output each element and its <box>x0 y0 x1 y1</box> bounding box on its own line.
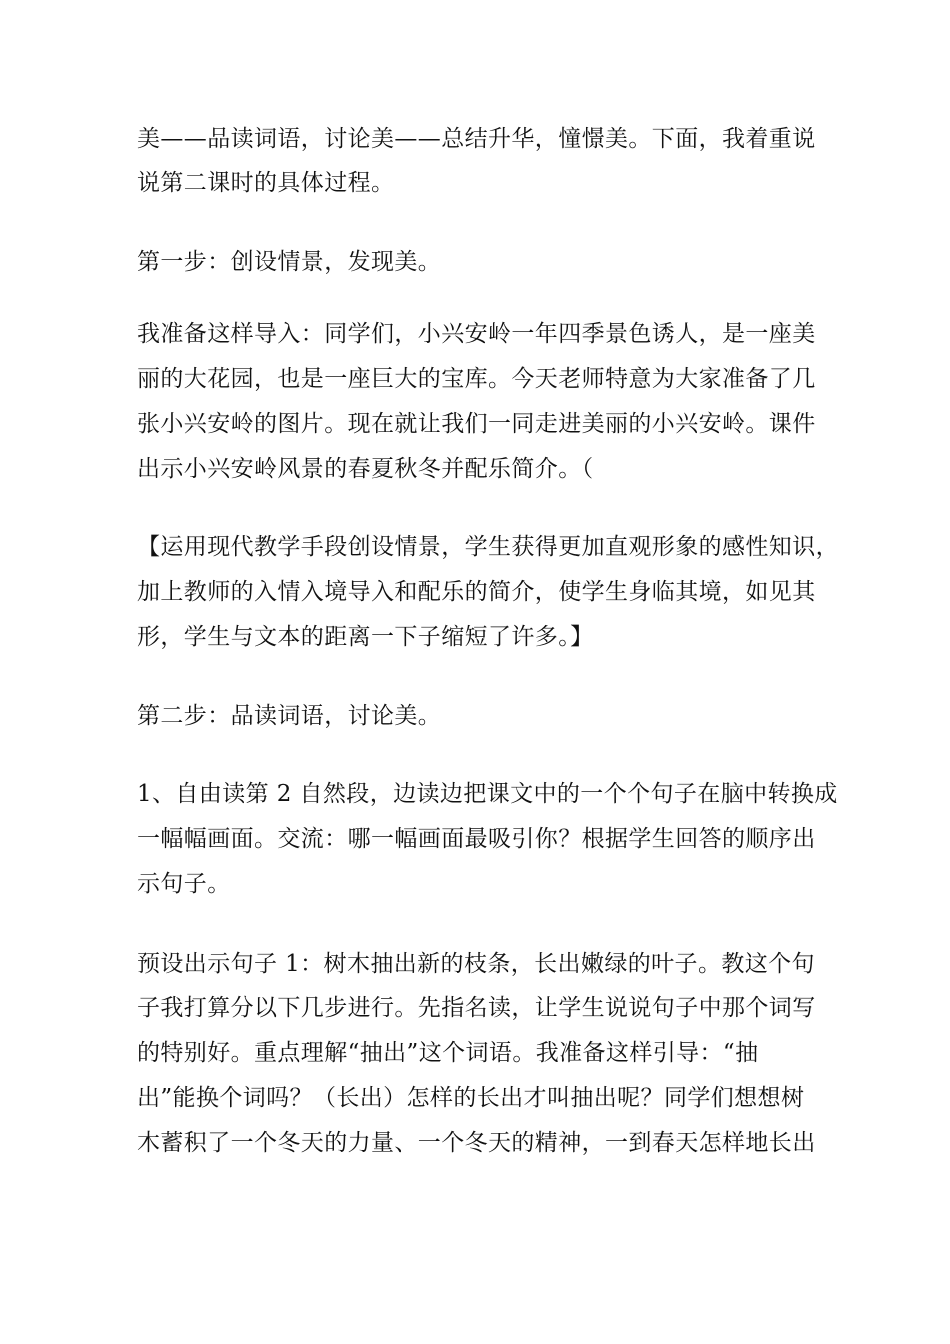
text-line: 一幅幅画面。交流：哪一幅画面最吸引你？根据学生回答的顺序出 <box>137 826 816 852</box>
text-line: 子我打算分以下几步进行。先指名读，让学生说说句子中那个词写 <box>137 995 816 1021</box>
text-line: 【运用现代教学手段创设情景，学生获得更加直观形象的感性知识， <box>137 534 839 560</box>
text-line: 木蓄积了一个冬天的力量、一个冬天的精神，一到春天怎样地长出 <box>137 1130 816 1156</box>
text-line: 我准备这样导入：同学们，小兴安岭一年四季景色诱人，是一座美 <box>137 321 816 347</box>
text-line: 预设出示句子 1：树木抽出新的枝条，长出嫩绿的叶子。教这个句 <box>137 951 815 977</box>
text-line: 出”能换个词吗？（长出）怎样的长出才叫抽出呢？同学们想想树 <box>137 1085 805 1111</box>
text-line: 形，学生与文本的距离一下子缩短了许多。】 <box>137 624 594 650</box>
text-line: 的特别好。重点理解“抽出”这个词语。我准备这样引导：“抽 <box>137 1040 759 1066</box>
text-line: 张小兴安岭的图片。现在就让我们一同走进美丽的小兴安岭。课件 <box>137 411 816 437</box>
text-line: 出示小兴安岭风景的春夏秋冬并配乐简介。（ <box>137 456 594 482</box>
section-heading: 第一步：创设情景，发现美。 <box>137 249 442 275</box>
text-line: 说第二课时的具体过程。 <box>137 170 395 196</box>
text-line: 加上教师的入情入境导入和配乐的简介，使学生身临其境，如见其 <box>137 579 816 605</box>
text-line: 丽的大花园，也是一座巨大的宝库。今天老师特意为大家准备了几 <box>137 366 816 392</box>
section-heading: 第二步：品读词语，讨论美。 <box>137 703 442 729</box>
text-line: 1、自由读第 2 自然段，边读边把课文中的一个个句子在脑中转换成 <box>137 781 838 807</box>
text-line: 美——品读词语，讨论美——总结升华，憧憬美。下面，我着重说 <box>137 126 816 152</box>
text-line: 示句子。 <box>137 871 231 897</box>
